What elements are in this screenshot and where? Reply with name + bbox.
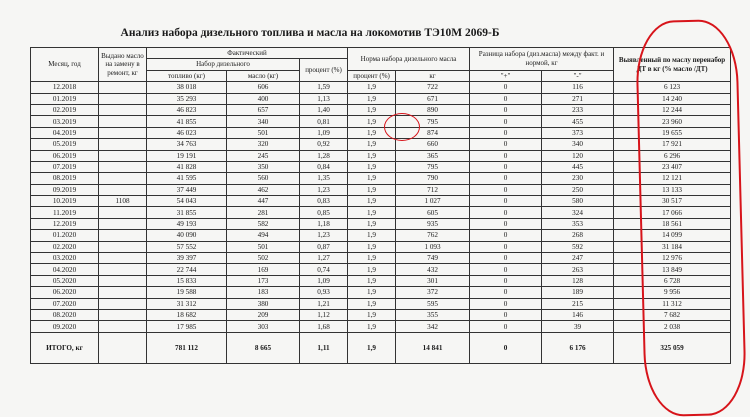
cell-percent: 1,13 [300,93,348,104]
cell-plus: 0 [470,321,542,332]
cell-oil: 281 [227,207,300,218]
header-plus: "+" [470,70,542,81]
cell-fuel: 19 588 [147,287,227,298]
cell-percent: 0,81 [300,116,348,127]
header-oil: масло (кг) [227,70,300,81]
cell-minus: 324 [542,207,614,218]
cell-percent: 1,18 [300,218,348,229]
total-issued-oil [99,332,147,363]
document-title: Анализ набора дизельного топлива и масла на локомотив ТЭ10М 2069-Б [120,27,500,39]
cell-norm-percent: 1,9 [348,275,396,286]
cell-oil: 502 [227,253,300,264]
cell-overrun: 2 038 [614,321,731,332]
cell-oil: 169 [227,264,300,275]
cell-overrun: 14 240 [614,93,731,104]
cell-minus: 340 [542,139,614,150]
cell-fuel: 37 449 [147,184,227,195]
cell-oil: 560 [227,173,300,184]
cell-norm-percent: 1,9 [348,321,396,332]
cell-norm-kg: 1 027 [396,196,470,207]
cell-month: 04.2019 [31,127,99,138]
cell-oil: 501 [227,241,300,252]
cell-norm-kg: 874 [396,127,470,138]
cell-norm-kg: 355 [396,309,470,320]
cell-minus: 247 [542,253,614,264]
cell-plus: 0 [470,207,542,218]
cell-oil: 400 [227,93,300,104]
cell-fuel: 19 191 [147,150,227,161]
table-body [31,82,731,364]
header-overrun: Выявленный по маслу перенабор ДТ в кг (% масло /ДТ) [614,48,731,82]
cell-issued-oil [99,150,147,161]
cell-month: 01.2019 [31,93,99,104]
table-row [31,218,731,229]
cell-norm-kg: 795 [396,116,470,127]
table-row [31,93,731,104]
cell-percent: 0,84 [300,161,348,172]
cell-issued-oil [99,321,147,332]
cell-month: 01.2020 [31,230,99,241]
cell-overrun: 18 561 [614,218,731,229]
cell-norm-percent: 1,9 [348,104,396,115]
cell-fuel: 31 855 [147,207,227,218]
cell-issued-oil [99,82,147,93]
table-row [31,82,731,93]
cell-norm-kg: 890 [396,104,470,115]
cell-overrun: 13 849 [614,264,731,275]
table-row [31,161,731,172]
cell-percent: 1,59 [300,82,348,93]
cell-norm-percent: 1,9 [348,253,396,264]
cell-fuel: 18 682 [147,309,227,320]
cell-plus: 0 [470,264,542,275]
cell-minus: 189 [542,287,614,298]
cell-plus: 0 [470,309,542,320]
cell-norm-percent: 1,9 [348,207,396,218]
cell-issued-oil [99,127,147,138]
cell-norm-percent: 1,9 [348,264,396,275]
total-norm-kg: 14 841 [396,332,470,363]
cell-percent: 1,09 [300,127,348,138]
cell-issued-oil [99,253,147,264]
cell-fuel: 38 018 [147,82,227,93]
table-row [31,309,731,320]
header-diesel-set: Набор дизельного [147,59,300,70]
cell-minus: 39 [542,321,614,332]
cell-fuel: 39 397 [147,253,227,264]
cell-fuel: 22 744 [147,264,227,275]
cell-fuel: 41 595 [147,173,227,184]
cell-issued-oil [99,139,147,150]
cell-overrun: 12 121 [614,173,731,184]
cell-norm-percent: 1,9 [348,241,396,252]
cell-fuel: 57 552 [147,241,227,252]
cell-minus: 250 [542,184,614,195]
table-row [31,264,731,275]
cell-norm-kg: 722 [396,82,470,93]
cell-percent: 1,28 [300,150,348,161]
cell-overrun: 19 655 [614,127,731,138]
header-norm: Норма набора дизельного масла [348,48,470,71]
cell-oil: 380 [227,298,300,309]
cell-plus: 0 [470,184,542,195]
cell-minus: 263 [542,264,614,275]
cell-month: 08.2020 [31,309,99,320]
cell-percent: 1,21 [300,298,348,309]
cell-month: 07.2020 [31,298,99,309]
cell-month: 12.2019 [31,218,99,229]
cell-plus: 0 [470,287,542,298]
cell-oil: 606 [227,82,300,93]
cell-norm-kg: 660 [396,139,470,150]
cell-percent: 1,09 [300,275,348,286]
cell-fuel: 46 023 [147,127,227,138]
cell-oil: 462 [227,184,300,195]
total-plus: 0 [470,332,542,363]
cell-overrun: 6 296 [614,150,731,161]
header-percent: процент (%) [300,59,348,82]
cell-oil: 209 [227,309,300,320]
cell-plus: 0 [470,218,542,229]
cell-plus: 0 [470,139,542,150]
table-row [31,253,731,264]
cell-oil: 447 [227,196,300,207]
cell-fuel: 34 763 [147,139,227,150]
cell-percent: 1,35 [300,173,348,184]
header-norm-kg: кг [396,70,470,81]
cell-norm-kg: 795 [396,161,470,172]
cell-overrun: 12 976 [614,253,731,264]
cell-month: 05.2020 [31,275,99,286]
cell-minus: 271 [542,93,614,104]
cell-issued-oil [99,161,147,172]
cell-issued-oil [99,93,147,104]
table-row [31,230,731,241]
cell-percent: 0,83 [300,196,348,207]
total-norm-percent: 1,9 [348,332,396,363]
cell-plus: 0 [470,127,542,138]
cell-issued-oil [99,184,147,195]
cell-norm-percent: 1,9 [348,298,396,309]
cell-issued-oil [99,264,147,275]
cell-norm-kg: 749 [396,253,470,264]
cell-minus: 268 [542,230,614,241]
cell-fuel: 49 193 [147,218,227,229]
table-row [31,241,731,252]
cell-norm-kg: 671 [396,93,470,104]
header-minus: "-" [542,70,614,81]
cell-minus: 592 [542,241,614,252]
cell-oil: 183 [227,287,300,298]
header-month: Месяц, год [31,48,99,82]
cell-norm-percent: 1,9 [348,218,396,229]
cell-norm-kg: 342 [396,321,470,332]
cell-overrun: 31 184 [614,241,731,252]
total-minus: 6 176 [542,332,614,363]
total-row [31,332,731,363]
cell-issued-oil [99,173,147,184]
total-month: ИТОГО, кг [31,332,99,363]
cell-overrun: 9 956 [614,287,731,298]
cell-norm-kg: 301 [396,275,470,286]
cell-minus: 128 [542,275,614,286]
cell-norm-percent: 1,9 [348,93,396,104]
cell-issued-oil [99,275,147,286]
cell-fuel: 41 828 [147,161,227,172]
cell-minus: 353 [542,218,614,229]
cell-month: 09.2020 [31,321,99,332]
total-fuel: 781 112 [147,332,227,363]
fuel-oil-table [30,47,731,364]
cell-month: 03.2019 [31,116,99,127]
cell-fuel: 41 855 [147,116,227,127]
table-row [31,127,731,138]
cell-norm-percent: 1,9 [348,150,396,161]
table-row [31,104,731,115]
cell-norm-kg: 432 [396,264,470,275]
cell-issued-oil [99,298,147,309]
header-fuel: топливо (кг) [147,70,227,81]
cell-oil: 657 [227,104,300,115]
table-row [31,116,731,127]
cell-plus: 0 [470,82,542,93]
cell-minus: 215 [542,298,614,309]
table-row [31,207,731,218]
cell-plus: 0 [470,150,542,161]
header-issued-oil: Выдано масло на замену в ремонт, кг [99,48,147,82]
cell-overrun: 23 407 [614,161,731,172]
cell-month: 12.2018 [31,82,99,93]
cell-oil: 582 [227,218,300,229]
cell-oil: 173 [227,275,300,286]
cell-overrun: 30 517 [614,196,731,207]
header-norm-percent: процент (%) [348,70,396,81]
cell-norm-kg: 605 [396,207,470,218]
cell-norm-percent: 1,9 [348,287,396,298]
cell-percent: 0,92 [300,139,348,150]
cell-norm-percent: 1,9 [348,184,396,195]
cell-overrun: 17 921 [614,139,731,150]
cell-percent: 1,23 [300,230,348,241]
table-row [31,196,731,207]
cell-plus: 0 [470,275,542,286]
cell-fuel: 31 312 [147,298,227,309]
cell-oil: 494 [227,230,300,241]
cell-issued-oil: 1108 [99,196,147,207]
cell-plus: 0 [470,93,542,104]
cell-overrun: 6 728 [614,275,731,286]
cell-minus: 230 [542,173,614,184]
cell-month: 06.2019 [31,150,99,161]
table-row [31,139,731,150]
cell-norm-kg: 762 [396,230,470,241]
cell-norm-kg: 372 [396,287,470,298]
cell-month: 02.2020 [31,241,99,252]
cell-month: 08.2019 [31,173,99,184]
cell-fuel: 35 293 [147,93,227,104]
cell-norm-percent: 1,9 [348,173,396,184]
cell-month: 11.2019 [31,207,99,218]
cell-norm-kg: 1 093 [396,241,470,252]
total-percent: 1,11 [300,332,348,363]
cell-overrun: 7 682 [614,309,731,320]
cell-overrun: 17 066 [614,207,731,218]
cell-month: 07.2019 [31,161,99,172]
cell-minus: 373 [542,127,614,138]
table-row [31,287,731,298]
cell-oil: 303 [227,321,300,332]
cell-percent: 1,68 [300,321,348,332]
cell-issued-oil [99,218,147,229]
cell-oil: 501 [227,127,300,138]
cell-month: 04.2020 [31,264,99,275]
cell-plus: 0 [470,116,542,127]
cell-issued-oil [99,241,147,252]
cell-percent: 1,12 [300,309,348,320]
cell-month: 09.2019 [31,184,99,195]
cell-plus: 0 [470,196,542,207]
cell-issued-oil [99,104,147,115]
cell-overrun: 11 312 [614,298,731,309]
total-overrun: 325 059 [614,332,731,363]
cell-norm-percent: 1,9 [348,230,396,241]
cell-issued-oil [99,116,147,127]
cell-plus: 0 [470,298,542,309]
cell-issued-oil [99,230,147,241]
cell-oil: 245 [227,150,300,161]
cell-minus: 120 [542,150,614,161]
cell-norm-percent: 1,9 [348,82,396,93]
cell-minus: 116 [542,82,614,93]
cell-overrun: 23 960 [614,116,731,127]
cell-norm-percent: 1,9 [348,309,396,320]
cell-oil: 350 [227,161,300,172]
table-row [31,184,731,195]
cell-oil: 320 [227,139,300,150]
cell-plus: 0 [470,230,542,241]
cell-minus: 233 [542,104,614,115]
table-row [31,275,731,286]
cell-fuel: 17 985 [147,321,227,332]
cell-fuel: 15 833 [147,275,227,286]
total-oil: 8 665 [227,332,300,363]
cell-percent: 0,87 [300,241,348,252]
cell-norm-percent: 1,9 [348,127,396,138]
cell-overrun: 14 099 [614,230,731,241]
cell-percent: 0,93 [300,287,348,298]
cell-month: 05.2019 [31,139,99,150]
header-actual: Фактический [147,48,348,59]
cell-plus: 0 [470,241,542,252]
table-row [31,173,731,184]
cell-overrun: 6 123 [614,82,731,93]
table-row [31,321,731,332]
cell-plus: 0 [470,253,542,264]
cell-overrun: 12 244 [614,104,731,115]
cell-percent: 0,85 [300,207,348,218]
cell-norm-kg: 790 [396,173,470,184]
cell-minus: 580 [542,196,614,207]
cell-month: 10.2019 [31,196,99,207]
cell-minus: 455 [542,116,614,127]
cell-month: 02.2019 [31,104,99,115]
cell-month: 06.2020 [31,287,99,298]
cell-plus: 0 [470,173,542,184]
cell-month: 03.2020 [31,253,99,264]
cell-norm-kg: 595 [396,298,470,309]
cell-overrun: 13 133 [614,184,731,195]
cell-minus: 146 [542,309,614,320]
table-row [31,298,731,309]
cell-issued-oil [99,309,147,320]
cell-issued-oil [99,207,147,218]
cell-percent: 1,40 [300,104,348,115]
cell-minus: 445 [542,161,614,172]
cell-norm-kg: 712 [396,184,470,195]
header-diff: Разница набора (диз.масла) между факт. и нормой, кг [470,48,614,71]
cell-percent: 1,23 [300,184,348,195]
cell-norm-kg: 365 [396,150,470,161]
cell-norm-percent: 1,9 [348,139,396,150]
cell-plus: 0 [470,161,542,172]
cell-percent: 1,27 [300,253,348,264]
cell-oil: 340 [227,116,300,127]
cell-norm-percent: 1,9 [348,161,396,172]
cell-fuel: 40 090 [147,230,227,241]
cell-norm-percent: 1,9 [348,116,396,127]
cell-plus: 0 [470,104,542,115]
cell-norm-kg: 935 [396,218,470,229]
cell-fuel: 46 823 [147,104,227,115]
cell-norm-percent: 1,9 [348,196,396,207]
cell-percent: 0,74 [300,264,348,275]
table-row [31,150,731,161]
cell-fuel: 54 043 [147,196,227,207]
cell-issued-oil [99,287,147,298]
